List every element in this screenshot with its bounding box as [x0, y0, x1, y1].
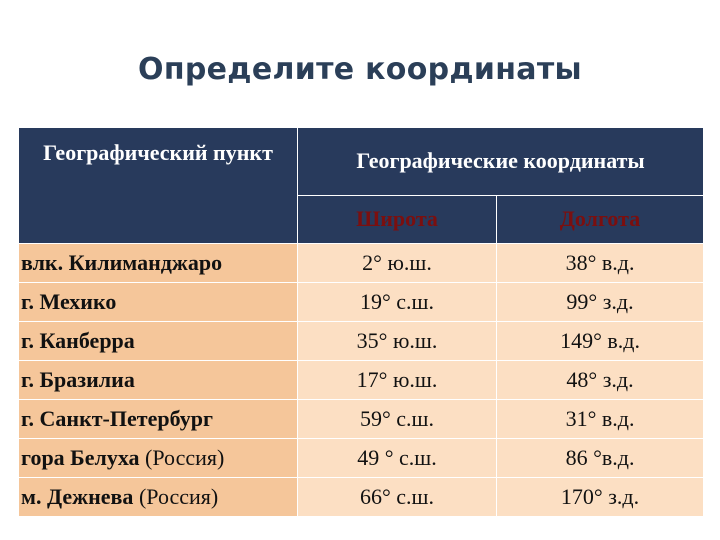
- table-row: [19, 283, 704, 322]
- longitude-value: 38° в.д.: [565, 250, 635, 275]
- latitude-value: 19° с.ш.: [359, 289, 434, 314]
- longitude-cell: [497, 361, 704, 400]
- place-cell: [19, 439, 298, 478]
- latitude-cell: [298, 400, 497, 439]
- latitude-cell: [298, 439, 497, 478]
- longitude-value: 149° в.д.: [560, 328, 640, 353]
- longitude-value: 86 °в.д.: [565, 445, 635, 470]
- longitude-cell: [497, 283, 704, 322]
- table-row: [19, 400, 704, 439]
- longitude-value: 31° в.д.: [565, 406, 635, 431]
- place-cell: [19, 478, 298, 517]
- place-name: г. Санкт-Петербург: [21, 406, 213, 431]
- latitude-value: 2° ю.ш.: [362, 250, 432, 275]
- header-latitude: Широта: [298, 195, 497, 243]
- place-cell: [19, 322, 298, 361]
- latitude-value: 35° ю.ш.: [356, 328, 438, 353]
- longitude-value: 99° з.д.: [566, 289, 634, 314]
- page-title: Определите координаты: [138, 52, 582, 87]
- table-row: [19, 478, 704, 517]
- latitude-cell: [298, 322, 497, 361]
- place-name: г. Бразилиа: [21, 367, 135, 392]
- header-place: Географический пункт: [19, 128, 298, 244]
- place-cell: [19, 244, 298, 283]
- latitude-value: 66° с.ш.: [359, 484, 434, 509]
- place-note: (Россия): [133, 484, 219, 509]
- header-coordinates: Географические координаты: [298, 128, 704, 196]
- place-cell: [19, 283, 298, 322]
- table-row: [19, 361, 704, 400]
- longitude-cell: [497, 439, 704, 478]
- longitude-value: 170° з.д.: [560, 484, 640, 509]
- latitude-cell: [298, 283, 497, 322]
- place-cell: [19, 400, 298, 439]
- place-name: г. Канберра: [21, 328, 135, 353]
- latitude-value: 49 ° с.ш.: [357, 445, 437, 470]
- place-name: г. Мехико: [21, 289, 117, 314]
- longitude-cell: [497, 478, 704, 517]
- table-row: [19, 439, 704, 478]
- latitude-cell: [298, 244, 497, 283]
- place-name: гора Белуха: [21, 445, 140, 470]
- latitude-cell: [298, 478, 497, 517]
- longitude-cell: [497, 244, 704, 283]
- latitude-value: 17° ю.ш.: [356, 367, 438, 392]
- longitude-cell: [497, 400, 704, 439]
- table-row: [19, 322, 704, 361]
- header-longitude: Долгота: [497, 195, 704, 243]
- table-row: [19, 244, 704, 283]
- place-name: м. Дежнева: [21, 484, 134, 509]
- place-cell: [19, 361, 298, 400]
- place-name: влк. Килиманджаро: [21, 250, 223, 275]
- table-body: [19, 244, 704, 517]
- coordinates-table: [18, 127, 704, 517]
- longitude-value: 48° з.д.: [566, 367, 634, 392]
- place-note: (Россия): [139, 445, 225, 470]
- latitude-cell: [298, 361, 497, 400]
- latitude-value: 59° с.ш.: [359, 406, 434, 431]
- longitude-cell: [497, 322, 704, 361]
